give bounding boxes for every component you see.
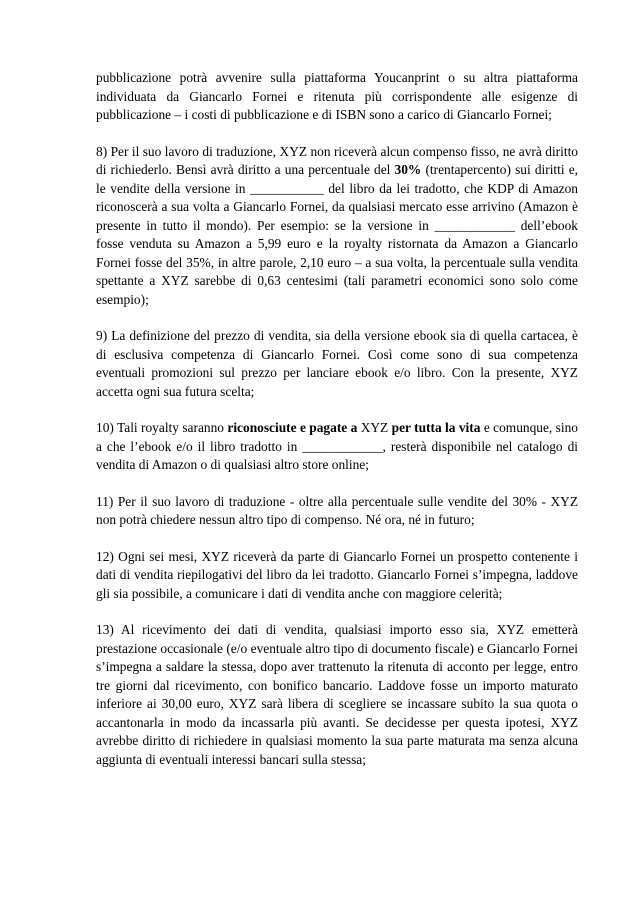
clause-9-text: 9) La definizione del prezzo di vendita, sia della versione ebook sia di quella cartacea, è di esclusiva competenza di Giancarlo Fornei. Così come sono di sua competenza eventuali promozioni sul prezzo per lanciare ebook e/o libro. Con la presente, XYZ accetta ogni sua futura scelta; — [96, 328, 578, 399]
paragraph-continuation — [96, 69, 578, 125]
paragraph-clause-8 — [96, 143, 578, 310]
paragraph-clause-12 — [96, 548, 578, 604]
document-page — [96, 69, 578, 787]
clause-12-text: 12) Ogni sei mesi, XYZ riceverà da parte di Giancarlo Fornei un prospetto contenente i dati di vendita riepilogativi del libro da lei tradotto. Giancarlo Fornei s’impegna, laddove gli sia possibile, a comunicare i dati di vendita anche con maggiore celerità; — [96, 548, 578, 601]
paragraph-clause-10 — [96, 419, 578, 475]
clause-10-text-a: 10) Tali royalty saranno — [96, 420, 228, 435]
clause-13-text: 13) Al ricevimento dei dati di vendita, qualsiasi importo esso sia, XYZ emetterà prestazione occasionale (e/o eventuale altro tipo di documento fiscale) e Giancarlo Fornei s’impegna a saldare la stessa, dopo aver trattenuto la ritenuta di acconto per legge, entro tre giorni dal ricevimento, con bonifico bancario. Laddove fosse un importo maturato inferiore ai 30,00 euro, XYZ sarà libera di scegliere se incassare subito la sua quota o accantonarla in modo da incassarla più avanti. Se decidesse per questa ipotesi, XYZ avrebbe diritto di richiedere in qualsiasi momento la sua parte maturata ma senza alcuna aggiunta di eventuali interessi bancari sulla stessa; — [96, 622, 578, 767]
paragraph-clause-11 — [96, 493, 578, 530]
clause-8-text-c: (trentapercento) sui diritti e, le vendite della versione in ___________ del libro da lei tradotto, che KDP di Amazon riconoscerà a sua volta a Giancarlo Fornei, da qualsiasi mercato esse arrivino (Amazon è presente in tutto il mondo). Per esempio: se la versione in ____________ dell’ebook fosse venduta su Amazon a 5,99 euro e la royalty ristornata da Amazon a Giancarlo Fornei fosse del 35%, in altre parole, 2,10 euro – a sua volta, la percentuale sulla vendita spettante a XYZ sarebbe di 0,63 centesimi (tali parametri economici sono solo come esempio); — [96, 162, 578, 307]
clause-10-bold-lifetime: per tutta la vita — [391, 420, 481, 435]
clause-10-bold-recognized: riconosciute e pagate a — [227, 420, 358, 435]
clause-11-text: 11) Per il suo lavoro di traduzione - oltre alla percentuale sulle vendite del 30% - XYZ non potrà chiedere nessun altro tipo di compenso. Né ora, né in futuro; — [96, 493, 578, 527]
clause-8-percentage: 30% — [394, 162, 422, 177]
paragraph-text: pubblicazione potrà avvenire sulla piattaforma Youcanprint o su altra piattaforma individuata da Giancarlo Fornei e ritenuta più corrispondente alle esigenze di pubblicazione – i costi di pubblicazione e di ISBN sono a carico di Giancarlo Fornei; — [96, 70, 578, 122]
clause-10-text-c: XYZ — [357, 420, 392, 435]
paragraph-clause-13 — [96, 621, 578, 769]
clause-10-text-e: e comunque, sino a che l’ebook e/o il libro tradotto in ____________, resterà disponibile nel catalogo di vendita di Amazon o di qualsiasi altro store online; — [96, 420, 578, 472]
clause-8-text-a: 8) Per il suo lavoro di traduzione, XYZ non riceverà alcun compenso fisso, ne avrà diritto di richiederlo. Bensì avrà diritto a una percentuale del — [96, 143, 578, 177]
paragraph-clause-9 — [96, 327, 578, 401]
